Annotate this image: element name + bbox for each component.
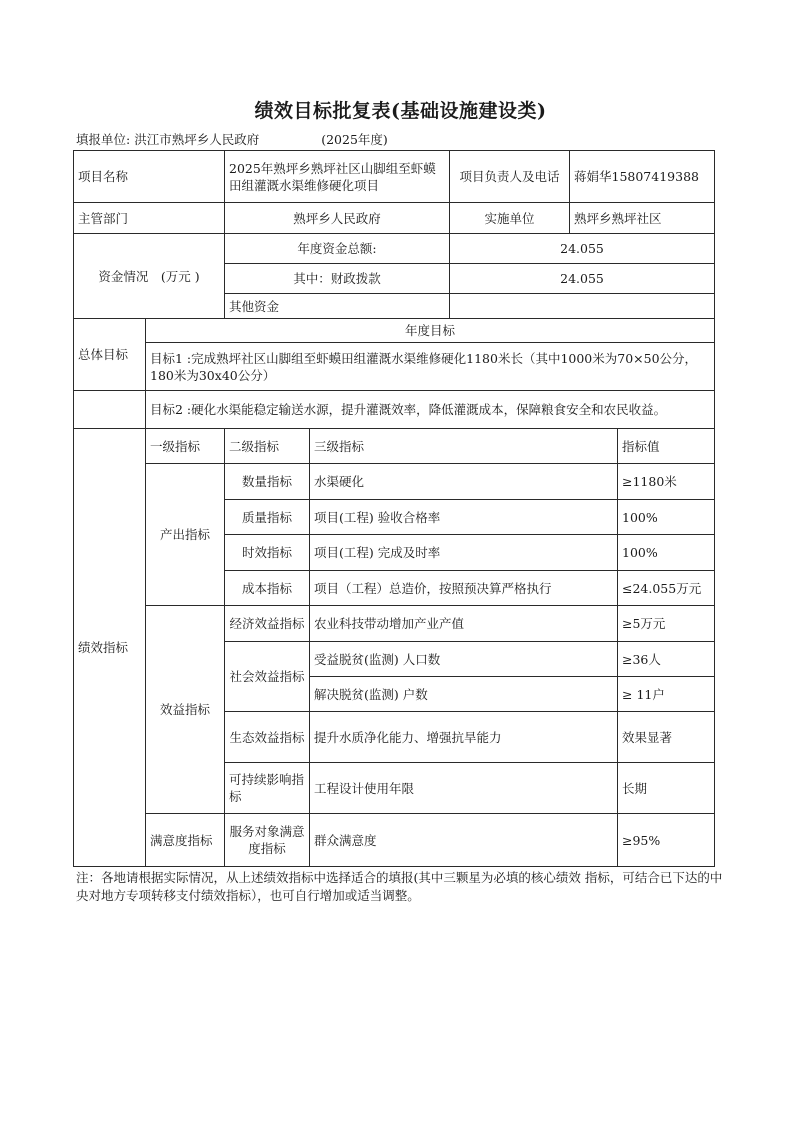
indicator-value: ≤24.055万元 — [618, 571, 715, 606]
indicator-level2: 成本指标 — [225, 571, 310, 606]
benefit-label: 效益指标 — [146, 606, 225, 814]
footnote: 注：各地请根据实际情况，从上述绩效指标中选择适合的填报(其中三颗星为必填的核心绩效 指标，可结合已下达的中央对地方专项转移支付绩效指标），也可自行增加或适当调整。 — [76, 870, 723, 903]
funding-label: 资金情况 (万元 ) — [74, 234, 225, 319]
impl-label: 实施单位 — [450, 203, 570, 234]
goals-header: 年度目标 — [146, 319, 715, 343]
goals-header-row — [74, 319, 715, 343]
impl-value: 熟坪乡熟坪社区 — [570, 203, 715, 234]
funding-row — [74, 234, 715, 264]
fill-unit-label: 填报单位: — [76, 132, 131, 147]
indicator-level3: 解决脱贫(监测) 户数 — [310, 677, 618, 712]
indicator-row — [74, 464, 715, 500]
indicator-row — [74, 606, 715, 642]
fill-unit-value: 洪江市熟坪乡人民政府 — [134, 132, 260, 147]
project-name-value: 2025年熟坪乡熟坪社区山脚组至虾蟆田组灌溉水渠维修硬化项目 — [225, 151, 450, 203]
indicator-level3: 提升水质净化能力、增强抗旱能力 — [310, 712, 618, 763]
goals-label: 总体目标 — [74, 319, 146, 391]
goal-row — [74, 343, 715, 391]
funding-fiscal-value: 24.055 — [450, 264, 715, 294]
indicator-value: 效果显著 — [618, 712, 715, 763]
indicator-level2: 经济效益指标 — [225, 606, 310, 642]
indicator-level3: 群众满意度 — [310, 814, 618, 867]
indicator-level3: 农业科技带动增加产业产值 — [310, 606, 618, 642]
indicator-value: ≥5万元 — [618, 606, 715, 642]
contact-label: 项目负责人及电话 — [450, 151, 570, 203]
funding-total-value: 24.055 — [450, 234, 715, 264]
satisfaction-label: 满意度指标 — [146, 814, 225, 867]
header-level2: 二级指标 — [225, 429, 310, 464]
indicator-level2: 数量指标 — [225, 464, 310, 500]
contact-value: 蒋娟华15807419388 — [570, 151, 715, 203]
funding-fiscal-label: 其中：财政拨款 — [225, 264, 450, 294]
funding-total-label: 年度资金总额: — [225, 234, 450, 264]
funding-other-label: 其他资金 — [225, 294, 450, 319]
indicator-header-row — [74, 429, 715, 464]
indicator-level3: 受益脱贫(监测) 人口数 — [310, 642, 618, 677]
indicator-value: ≥36人 — [618, 642, 715, 677]
indicator-level2: 服务对象满意度指标 — [225, 814, 310, 867]
dept-row — [74, 203, 715, 234]
indicator-level3: 项目(工程) 完成及时率 — [310, 535, 618, 571]
goal-1: 目标1 :完成熟坪社区山脚组至虾蟆田组灌溉水渠维修硬化1180米长（其中1000米为70×50公分，180米为30x40公分） — [146, 343, 715, 391]
indicator-value: 100% — [618, 500, 715, 535]
goal-2-empty — [74, 391, 146, 429]
header-level1: 一级指标 — [146, 429, 225, 464]
indicator-value: ≥ 11户 — [618, 677, 715, 712]
fill-unit-line — [76, 130, 388, 148]
header-value: 指标值 — [618, 429, 715, 464]
performance-table — [73, 150, 715, 867]
header-level3: 三级指标 — [310, 429, 618, 464]
page-title: 绩效目标批复表(基础设施建设类) — [254, 100, 547, 122]
funding-other-value — [450, 294, 715, 319]
dept-value: 熟坪乡人民政府 — [225, 203, 450, 234]
indicator-level2: 可持续影响指标 — [225, 763, 310, 814]
indicator-row — [74, 814, 715, 867]
project-name-label: 项目名称 — [74, 151, 225, 203]
fill-year: (2025年度) — [321, 132, 388, 147]
project-name-row — [74, 151, 715, 203]
output-label: 产出指标 — [146, 464, 225, 606]
indicator-level2: 质量指标 — [225, 500, 310, 535]
indicator-value: ≥1180米 — [618, 464, 715, 500]
goal-2: 目标2 :硬化水渠能稳定输送水源，提升灌溉效率，降低灌溉成本，保障粮食安全和农民收益。 — [146, 391, 715, 429]
indicator-level2: 社会效益指标 — [225, 642, 310, 712]
indicator-level3: 项目（工程）总造价，按照预决算严格执行 — [310, 571, 618, 606]
goal-row — [74, 391, 715, 429]
indicator-value: 100% — [618, 535, 715, 571]
indicator-level3: 项目(工程) 验收合格率 — [310, 500, 618, 535]
indicators-label: 绩效指标 — [74, 429, 146, 867]
indicator-level3: 工程设计使用年限 — [310, 763, 618, 814]
indicator-value: ≥95% — [618, 814, 715, 867]
indicator-value: 长期 — [618, 763, 715, 814]
dept-label: 主管部门 — [74, 203, 225, 234]
indicator-level2: 时效指标 — [225, 535, 310, 571]
indicator-level2: 生态效益指标 — [225, 712, 310, 763]
indicator-level3: 水渠硬化 — [310, 464, 618, 500]
